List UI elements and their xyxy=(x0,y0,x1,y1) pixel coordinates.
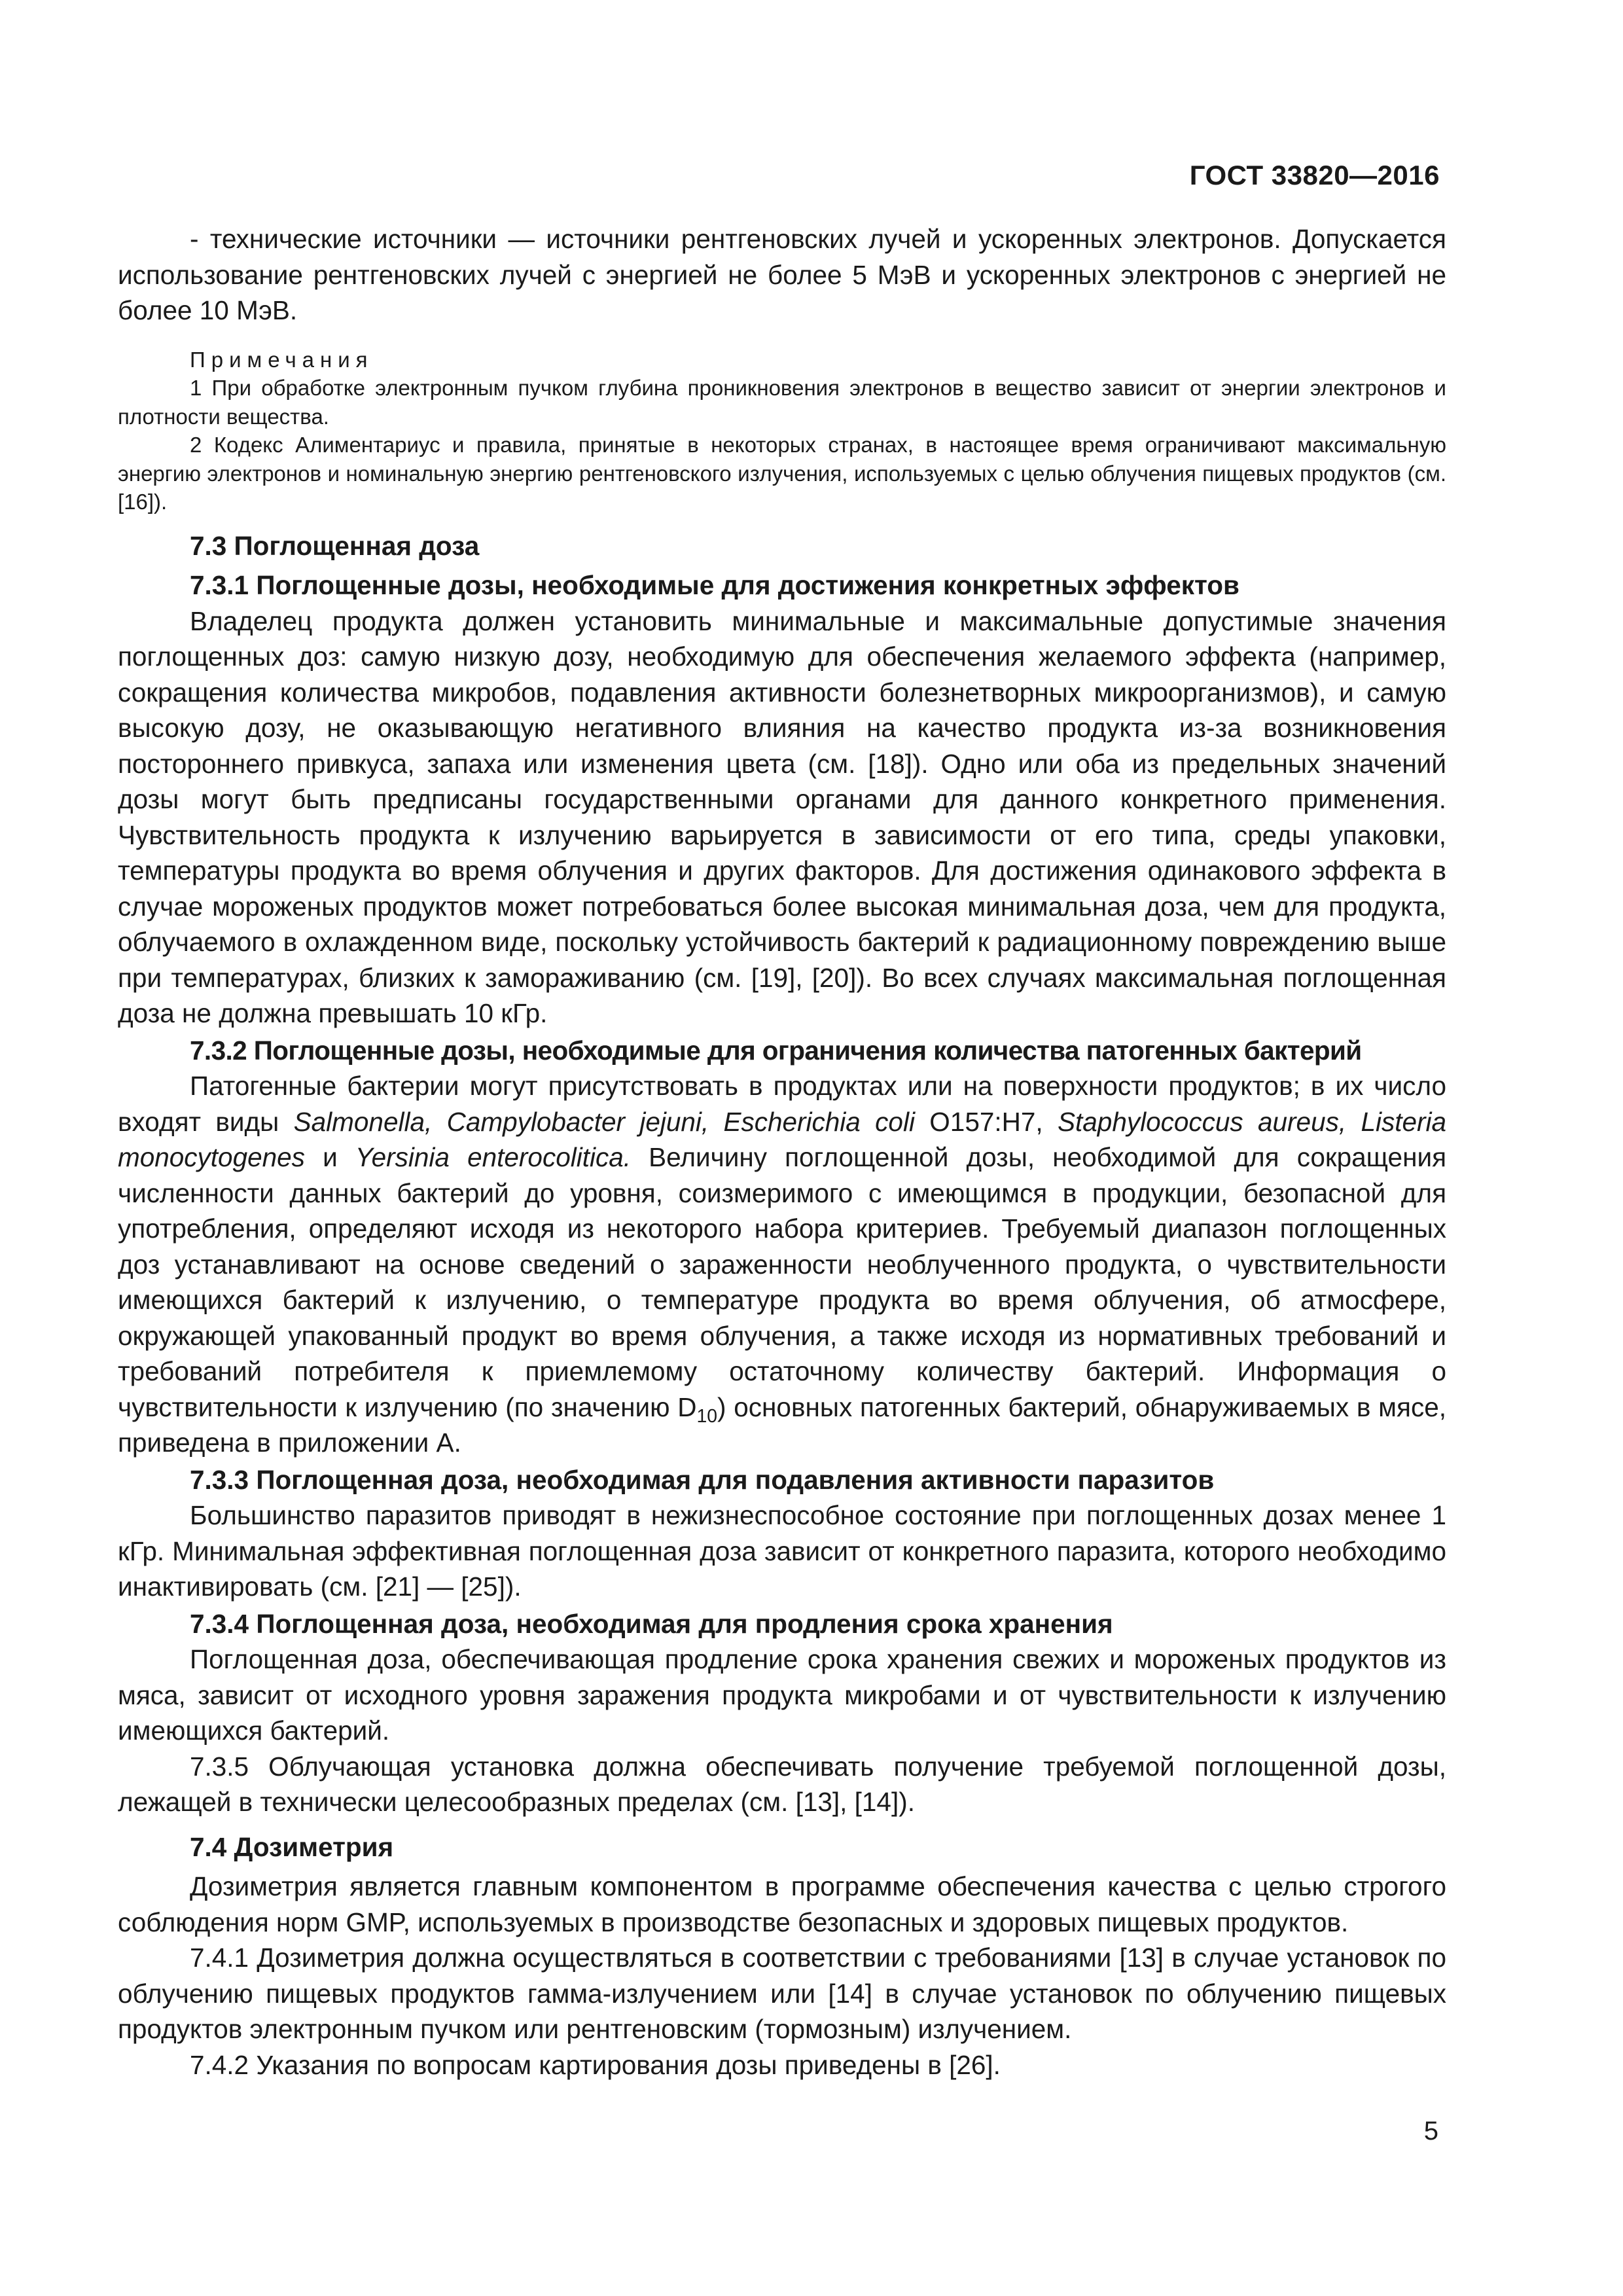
section-7-3-2-text xyxy=(118,1068,1446,1461)
document-body xyxy=(118,221,1446,2083)
s732-text-part-4: Величину поглощенной дозы, необходимой для сокращения численности данных бактерий до уровня, соизмеримого с имеющимся в продукции, безопасной для употребления, определяют исходя из некоторого набора критериев. Требуемый диапазон поглощенных доз устанавливают на основе сведений о зараженности необлученного продукта, о чувствительности имеющихся бактерий к излучению, о температуре продукта во время облучения, об атмосфере, окружающей упакованный продукт во время облучения, а также исходя из нормативных требований и требований потребителя к приемлемому остаточному количеству бактерий. Информация о чувствительности к излучению (по значению D xyxy=(118,1142,1446,1422)
section-7-3-3-text: Большинство паразитов приводят в нежизнеспособное состояние при поглощенных дозах менее 1 кГр. Минимальная эффективная поглощенная доза зависит от конкретного паразита, которого необходимо инактивировать (см. [21] — [25]). xyxy=(118,1500,1446,1602)
species-list-1: Salmonella, Campylobacter jejuni, Escherichia coli xyxy=(293,1106,915,1137)
intro-paragraph: - технические источники — источники рентгеновских лучей и ускоренных электронов. Допускается использование рентгеновских лучей с энергией не более 5 МэВ и ускоренных электронов с энергией не более 10 МэВ. xyxy=(118,224,1446,325)
section-7-3-1-heading: 7.3.1 Поглощенные дозы, необходимые для достижения конкретных эффектов xyxy=(190,570,1240,600)
section-7-3-2-heading: 7.3.2 Поглощенные дозы, необходимые для ограничения количества патогенных бактерий xyxy=(190,1035,1362,1066)
s732-text-part-3: и xyxy=(304,1142,355,1172)
document-code-header: ГОСТ 33820—2016 xyxy=(1189,160,1440,190)
notes-block xyxy=(118,346,1446,516)
section-7-3-4-heading: 7.3.4 Поглощенная доза, необходимая для продления срока хранения xyxy=(190,1608,1113,1639)
s732-text-part-5: ) основных патогенных бактерий, обнаруживаемых в мясе, приведена в приложении А. xyxy=(118,1391,1446,1458)
s732-text-part-1: Патогенные бактерии могут присутствовать в продуктах или на поверхности продуктов; в их число входят виды xyxy=(118,1071,1446,1137)
section-7-3-3-heading: 7.3.3 Поглощенная доза, необходимая для подавления активности паразитов xyxy=(190,1464,1215,1495)
section-7-3-4-text: Поглощенная доза, обеспечивающая продление срока хранения свежих и мороженых продуктов из мяса, зависит от исходного уровня заражения продукта микробами и от чувствительности к излучению имеющихся бактерий. xyxy=(118,1644,1446,1746)
note-2: 2 Кодекс Алиментариус и правила, принятые в некоторых странах, в настоящее время ограничивают максимальную энергию электронов и номинальную энергию рентгеновского излучения, используемых с целью облучения пищевых продуктов (см. [16]). xyxy=(118,433,1446,514)
species-list-3: Yersinia enterocolitica. xyxy=(355,1142,631,1172)
s732-text-part-2: O157:H7, xyxy=(914,1106,1058,1137)
section-7-4-text: Дозиметрия является главным компонентом в программе обеспечения качества с целью строгого соблюдения норм GMP, используемых в производстве безопасных и здоровых пищевых продуктов. xyxy=(118,1871,1446,1937)
section-7-4-1-text: 7.4.1 Дозиметрия должна осуществляться в соответствии с требованиями [13] в случае установок по облучению пищевых продуктов гамма-излучением или [14] в случае установок по облучению пищевых продуктов электронным пучком или рентгеновским (тормозным) излучением. xyxy=(118,1943,1446,2044)
section-7-3-5-text: 7.3.5 Облучающая установка должна обеспечивать получение требуемой поглощенной дозы, лежащей в технически целесообразных пределах (см. [13], [14]). xyxy=(118,1751,1446,1817)
page-number: 5 xyxy=(1423,2117,1438,2145)
section-7-4-2-text: 7.4.2 Указания по вопросам картирования дозы приведены в [26]. xyxy=(190,2049,1001,2080)
section-7-4-heading: 7.4 Дозиметрия xyxy=(190,1831,394,1862)
d-subscript: 10 xyxy=(696,1405,718,1427)
species-list-2: Staphylococcus aureus, Listeria monocytogenes xyxy=(118,1106,1446,1172)
section-7-3-heading: 7.3 Поглощенная доза xyxy=(190,530,480,561)
notes-title: Примечания xyxy=(190,347,374,372)
section-7-3-1-text: Владелец продукта должен установить минимальные и максимальные допустимые значения поглощенных доз: самую низкую дозу, необходимую для обеспечения желаемого эффекта (например, сокращения количества микробов, подавления активности болезнетворных микроорганизмов), и самую высокую дозу, не оказывающую негативного влияния на качество продукта из-за возникновения постороннего привкуса, запаха или изменения цвета (см. [18]). Одно или оба из предельных значений дозы могут быть предписаны государственными органами для данного конкретного применения. Чувствительность продукта к излучению варьируется в зависимости от его типа, среды упаковки, температуры продукта во время облучения и других факторов. Для достижения одинакового эффекта в случае мороженых продуктов может потребоваться более высокая минимальная доза, чем для продукта, облучаемого в охлажденном виде, поскольку устойчивость бактерий к радиационному повреждению выше при температурах, близких к замораживанию (см. [19], [20]). Во всех случаях максимальная поглощенная доза не должна превышать 10 кГр. xyxy=(118,605,1446,1028)
note-1: 1 При обработке электронным пучком глубина проникновения электронов в вещество зависит от энергии электронов и плотности вещества. xyxy=(118,376,1446,429)
